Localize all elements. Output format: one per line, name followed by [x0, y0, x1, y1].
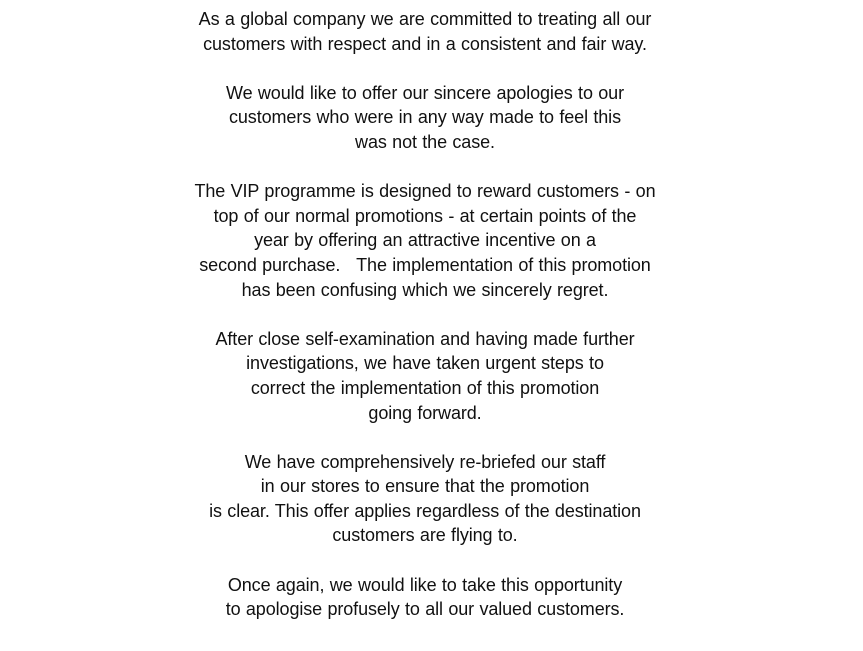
text-line: has been confusing which we sincerely regret.: [241, 279, 609, 300]
text-line: top of our normal promotions - at certain points of the: [213, 205, 637, 226]
text-line: We would like to offer our sincere apologies to our: [226, 82, 624, 103]
text-line: customers with respect and in a consistent and fair way.: [203, 33, 647, 54]
paragraph-commitment: [0, 7, 850, 56]
paragraph-staff-briefing: [0, 450, 850, 548]
text-line: customers are flying to.: [332, 525, 518, 546]
text-line: going forward.: [368, 402, 482, 423]
paragraph-vip-programme: [0, 179, 850, 302]
text-line: year by offering an attractive incentive on a: [254, 230, 596, 251]
paragraph-investigation: [0, 327, 850, 425]
text-line: As a global company we are committed to treating all our: [198, 9, 652, 29]
text-line: correct the implementation of this promotion: [250, 377, 600, 398]
text-line: investigations, we have taken urgent steps to: [246, 353, 604, 374]
text-line: After close self-examination and having made further: [215, 328, 635, 349]
paragraph-apology: [0, 81, 850, 155]
text-line: The VIP programme is designed to reward customers - on: [194, 181, 656, 202]
apology-statement: [0, 7, 850, 646]
text-line: was not the case.: [355, 131, 495, 152]
text-line: Once again, we would like to take this opportunity: [227, 574, 623, 595]
text-line: We have comprehensively re-briefed our staff: [244, 451, 606, 472]
text-line: customers who were in any way made to feel this: [229, 107, 621, 128]
text-line: in our stores to ensure that the promotion: [260, 476, 590, 497]
text-line: is clear. This offer applies regardless of the destination: [209, 500, 641, 521]
text-line: to apologise profusely to all our valued customers.: [225, 599, 625, 620]
paragraph-closing: [0, 573, 850, 622]
text-line: second purchase. The implementation of this promotion: [199, 254, 651, 275]
